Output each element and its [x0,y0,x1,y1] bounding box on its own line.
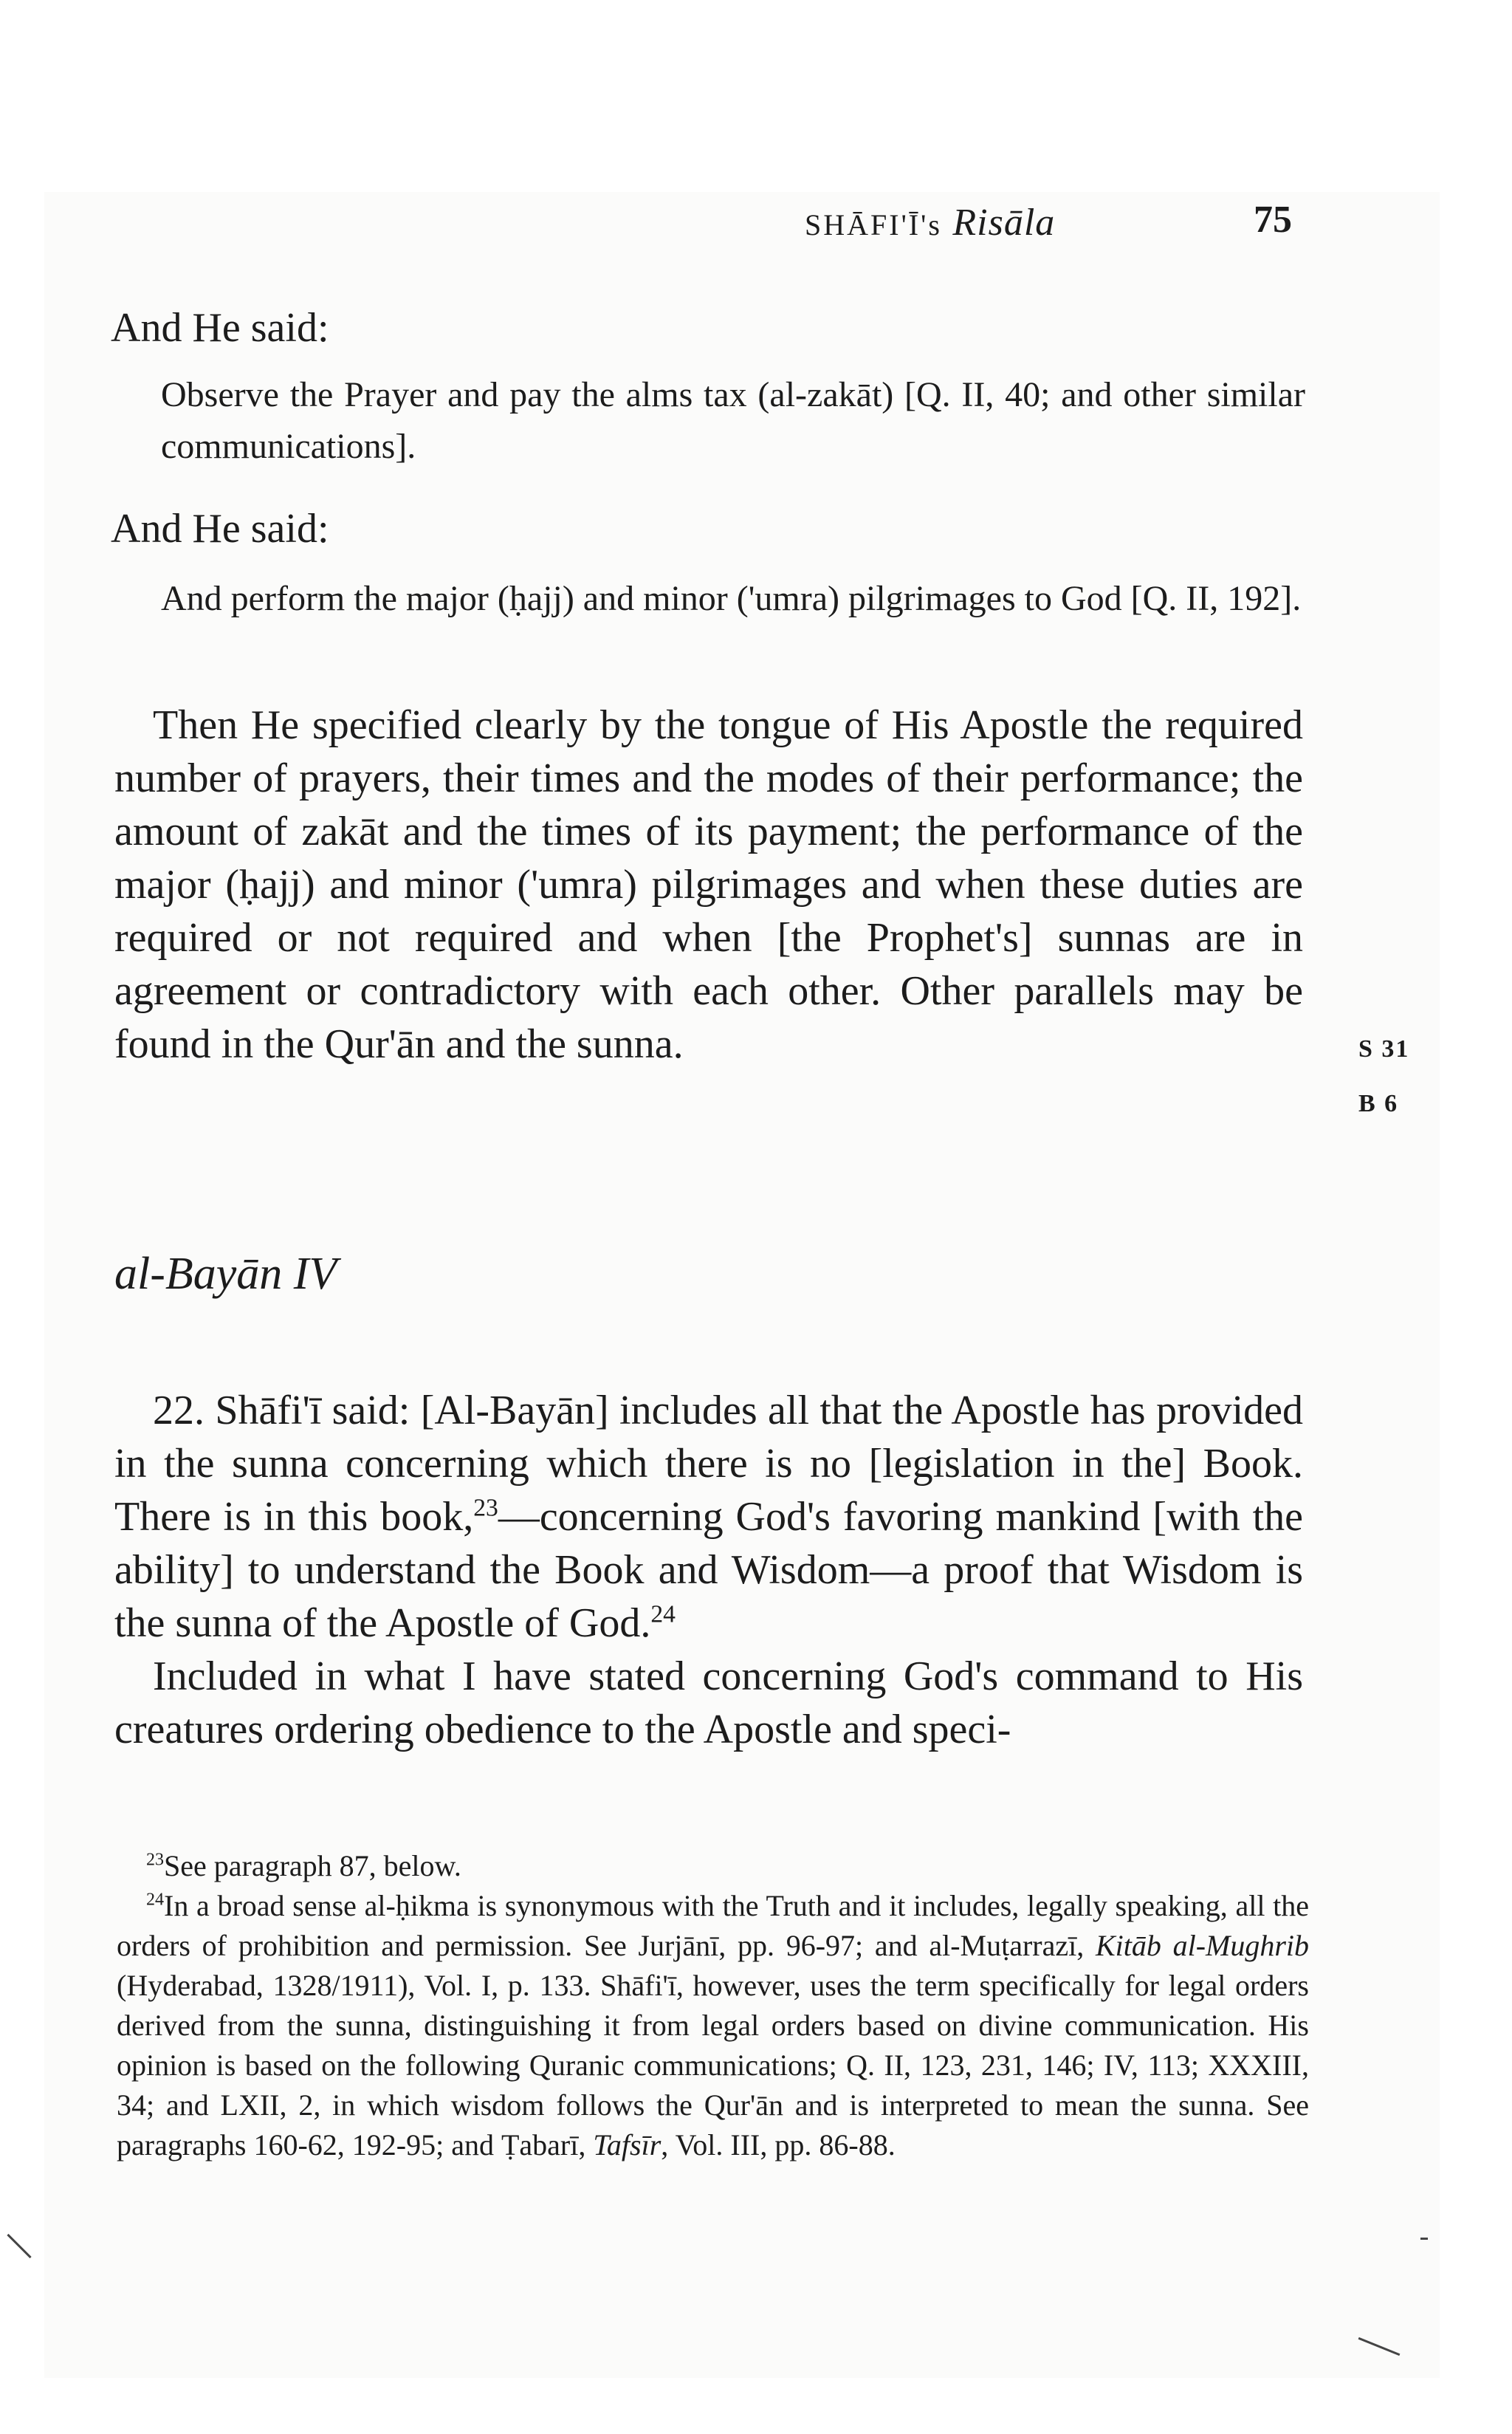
footnote-24-title: Kitāb al-Mughrib [1095,1929,1310,1962]
running-head [805,198,1299,250]
running-head-work: Risāla [952,202,1056,244]
footnote-ref-24: 24 [650,1600,676,1628]
quote-1: Observe the Prayer and pay the alms tax (al-zakāt) [Q. II, 40; and other similar communications]. [161,375,1305,466]
paragraph-22-text-cont: —concerning God's favoring mankind [with the ability] to understand the Book and Wisdom—a proof that Wisdom is the sunna of the Apostle of God. [114,1494,1304,1646]
footnote-23 [117,1846,1309,1886]
margin-note-b: B 6 [1358,1090,1399,1117]
running-head-author: SHĀFI'Ī's [805,208,942,241]
footnote-24-title2: Tafsīr [593,2128,662,2162]
quote-2: And perform the major (ḥajj) and minor ('umra) pilgrimages to God [Q. II, 192]. [161,579,1302,618]
section-heading: al-Bayān IV [114,1249,337,1299]
page-number: 75 [1254,199,1292,241]
paragraph-included: Included in what I have stated concerning God's command to His creatures ordering obedience to the Apostle and speci- [114,1653,1303,1752]
footnote-23-text: See paragraph 87, below. [164,1849,461,1882]
footnote-24 [117,1886,1309,2165]
said-line-1: And He said: [111,305,329,351]
footnote-23-number: 23 [146,1850,164,1870]
running-head-title [805,201,1055,244]
footnote-24-text-a: In a broad sense al-ḥikma is synonymous with the Truth and it includes, legally speaking, all the orders of prohibition and permission. See Jurjānī, pp. 96-97; and al-Muṭarrazī, [117,1889,1309,1962]
footnote-24-text-b: (Hyderabad, 1328/1911), Vol. I, p. 133. Shāfi'ī, however, uses the term specifically for legal orders derived from the sunna, distinguishing it from legal orders based on divine communication. His opinion is based on the following Quranic communications; Q. II, 123, 231, 146; IV, 113; XXXIII, 34; and LXII, 2, in which wisdom follows the Qur'ān and is interpreted to mean the sunna. See paragraphs 160-62, 192-95; and Ṭabarī, [117,1969,1309,2162]
footnote-24-number: 24 [146,1890,164,1910]
scan-artifact-dash [1420,2238,1428,2240]
margin-note-s: S 31 [1358,1035,1410,1063]
scan-artifact-left [7,2234,31,2258]
paragraph-22-text: 22. Shāfi'ī said: [Al-Bayān] includes all that the Apostle has provided in the sunna concerning which there is no [legislation in the] Book. There is in this book, [114,1388,1303,1540]
footnotes [117,1846,1309,2165]
paragraph-specification: Then He specified clearly by the tongue of His Apostle the required number of prayers, their times and the modes of their performance; the amount of zakāt and the times of its payment; the performance of the major (ḥajj) and minor ('umra) pilgrimages and when these duties are required or not required and when [the Prophet's] sunnas are in agreement or contradictory with each other. Other parallels may be found in the Qur'ān and the sunna. [114,702,1303,1067]
footnote-24-text-c: , Vol. III, pp. 86-88. [661,2128,896,2162]
paragraph-22 [114,1384,1303,1756]
said-line-2: And He said: [111,506,329,552]
footnote-ref-23: 23 [473,1494,498,1522]
